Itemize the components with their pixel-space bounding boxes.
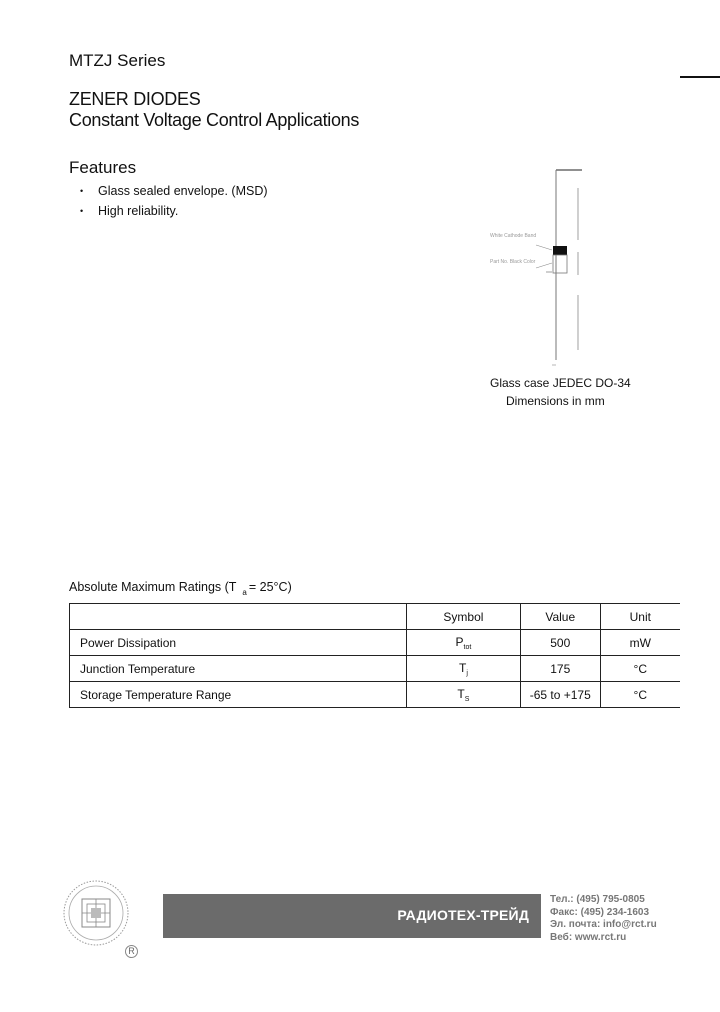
symbol-main: P [455,634,464,649]
contact-email[interactable]: Эл. почта: info@rct.ru [550,919,657,930]
package-outline-diagram [486,160,616,375]
row-unit: °C [600,682,680,708]
header-unit: Unit [600,604,680,630]
row-unit: mW [600,630,680,656]
series-title: MTZJ Series [69,51,166,70]
symbol-subscript: j [466,669,468,677]
feature-item: • High reliability. [80,201,268,221]
row-value: 500 [520,630,600,656]
ratings-title [69,580,292,597]
dimensions-caption: Dimensions in mm [506,394,605,408]
row-symbol [406,630,520,656]
row-value: 175 [520,656,600,682]
company-banner [163,894,541,938]
row-symbol [406,682,520,708]
contact-web[interactable]: Веб: www.rct.ru [550,931,627,943]
contact-fax: Факс: (495) 234-1603 [550,906,650,918]
package-caption: Glass case JEDEC DO-34 [490,376,631,390]
header-symbol: Symbol [406,604,520,630]
registered-mark-icon: R [125,945,138,958]
part-number-label: Part No. Black Color [490,259,536,265]
header-value: Value [520,604,600,630]
table-row [70,682,681,708]
row-value: -65 to +175 [520,682,600,708]
symbol-main: T [457,686,465,701]
features-list [80,181,268,221]
symbol-subscript: S [464,695,470,703]
symbol-main: T [458,660,467,675]
table-row [70,656,681,682]
row-unit: °C [600,656,680,682]
contact-phone: Тел.: (495) 795-0805 [550,894,645,905]
product-title: ZENER DIODES [69,89,201,109]
features-heading: Features [69,158,137,177]
row-symbol [406,656,520,682]
ratings-title-sub: a [242,588,247,597]
table-header-row [70,604,681,630]
company-logo-icon [62,879,130,947]
row-parameter: Power Dissipation [70,630,407,656]
header-rule [680,76,720,78]
ratings-title-suffix: = 25°C) [248,580,292,594]
ratings-table [69,603,680,708]
header-parameter [70,604,407,630]
row-parameter: Storage Temperature Range [70,682,407,708]
contact-block [550,894,657,944]
cathode-band-label: White Cathode Band [490,233,537,239]
product-subtitle: Constant Voltage Control Applications [69,110,360,130]
ratings-title-prefix: Absolute Maximum Ratings (T [69,580,237,594]
row-parameter: Junction Temperature [70,656,407,682]
company-name: РАДИОТЕХ-ТРЕЙД [397,907,529,923]
table-row [70,630,681,656]
symbol-subscript: tot [463,643,472,651]
feature-item: • Glass sealed envelope. (MSD) [80,181,268,201]
